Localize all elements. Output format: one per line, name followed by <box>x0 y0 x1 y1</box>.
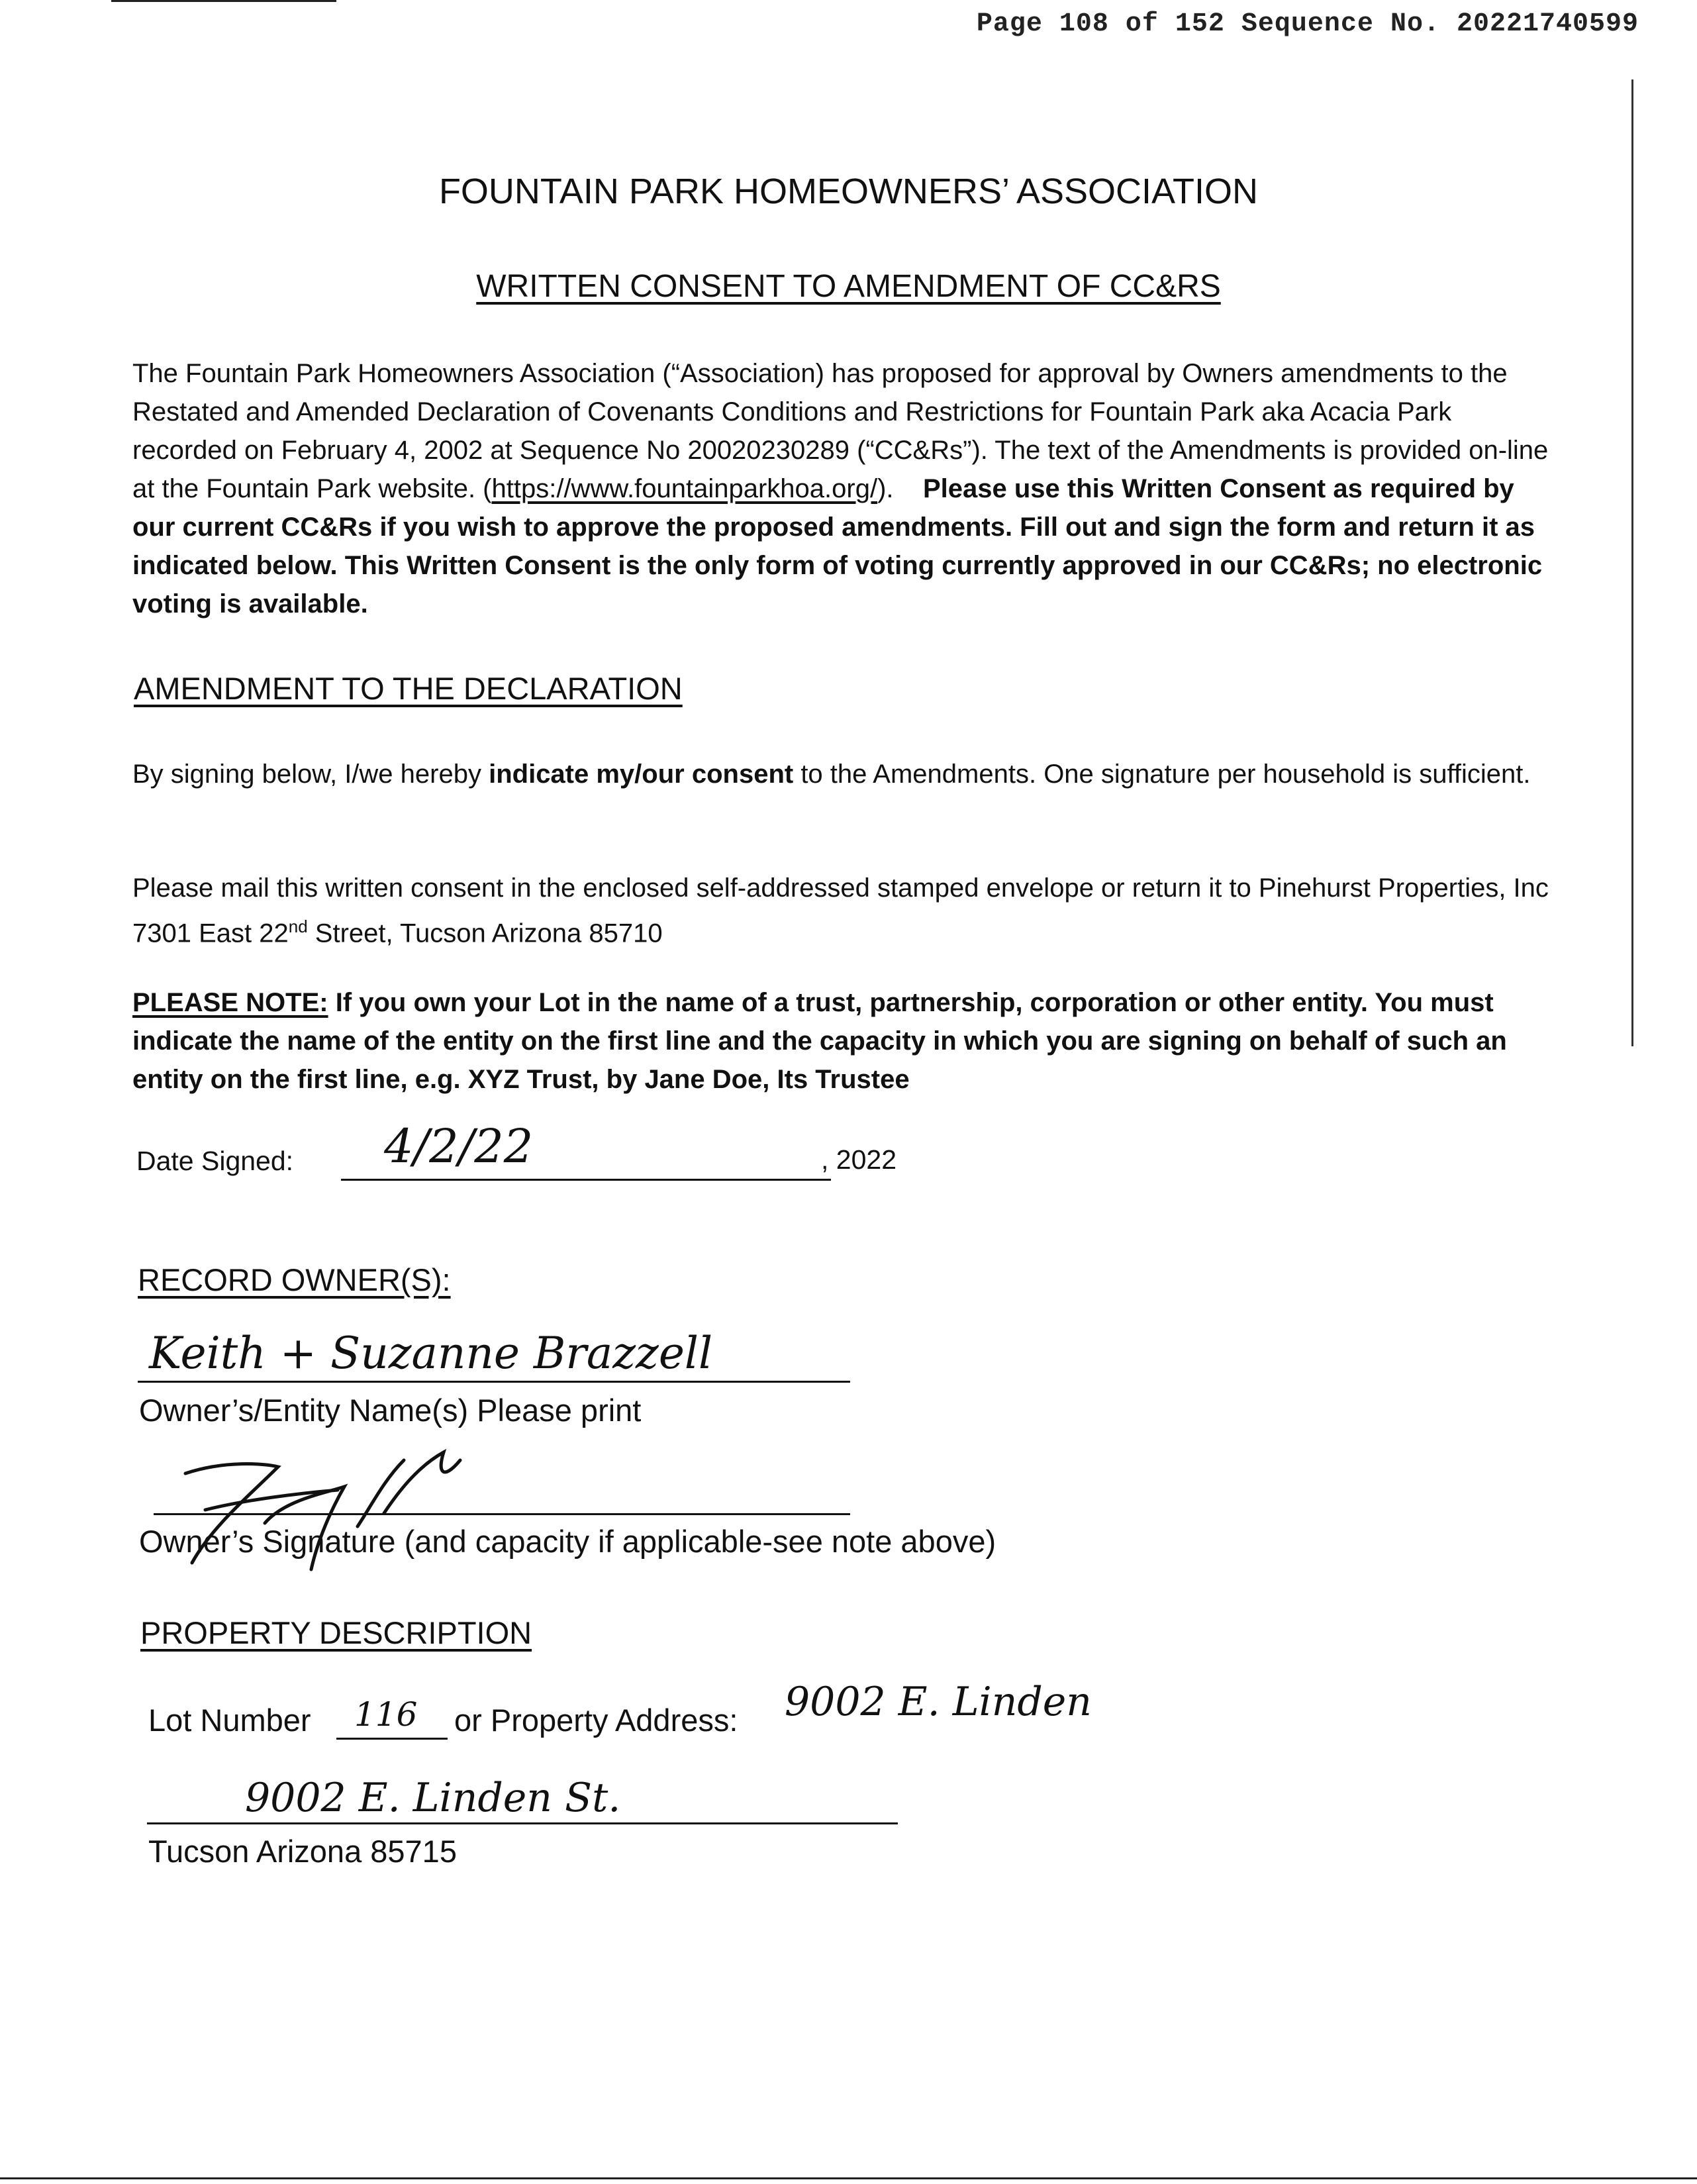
page-header: Page 108 of 152 Sequence No. 20221740599 <box>976 9 1639 39</box>
owner-name-line <box>138 1381 850 1383</box>
owner-signature-line <box>154 1513 850 1515</box>
right-edge-rule <box>1631 79 1633 1046</box>
mail-text-post: Street, Tucson Arizona 85710 <box>307 918 663 948</box>
consent-text-bold: indicate my/our consent <box>489 760 794 789</box>
form-subtitle: WRITTEN CONSENT TO AMENDMENT OF CC&RS <box>476 269 1221 304</box>
bottom-rule <box>0 2177 1697 2179</box>
date-signed-value[interactable]: 4/2/22 <box>384 1119 534 1173</box>
lot-number-line <box>336 1738 448 1740</box>
date-signed-line <box>341 1179 831 1181</box>
date-signed-label: Date Signed: <box>136 1146 294 1176</box>
top-rule <box>111 0 336 2</box>
property-address-label: or Property Address: <box>454 1703 738 1738</box>
website-link[interactable]: https://www.fountainparkhoa.org/ <box>491 474 878 503</box>
note-label: PLEASE NOTE: <box>132 988 328 1017</box>
record-owners-heading: RECORD OWNER(S): <box>138 1262 451 1297</box>
property-address-line <box>147 1822 898 1824</box>
lot-number-value[interactable]: 116 <box>354 1695 418 1734</box>
property-heading: PROPERTY DESCRIPTION <box>140 1615 532 1650</box>
intro-paragraph <box>132 354 1563 623</box>
intro-bold-instructions: Please use this Written Consent as required by our current CC&Rs if you wish to approve the proposed amendments. Fill out and sign the form and return it as indicated below. This Written Consent is the only form of voting currently approved in our CC&Rs; no electronic voting is available. <box>132 474 1543 619</box>
note-text: If you own your Lot in the name of a trust, partnership, corporation or other entity. You must indicate the name of the entity on the first line and the capacity in which you are signing on behalf of such an entity on the first line, e.g. XYZ Trust, by Jane Doe, Its Trustee <box>132 988 1507 1094</box>
mail-superscript: nd <box>288 917 308 936</box>
note-paragraph <box>132 983 1563 1099</box>
intro-after-link: ). <box>877 474 894 503</box>
association-title: FOUNTAIN PARK HOMEOWNERS’ ASSOCIATION <box>438 172 1259 211</box>
mail-paragraph <box>132 869 1563 952</box>
owner-name-label: Owner’s/Entity Name(s) Please print <box>139 1393 642 1428</box>
owner-signature-label: Owner’s Signature (and capacity if applicable-see note above) <box>139 1524 996 1559</box>
property-address-line-value[interactable]: 9002 E. Linden St. <box>245 1775 621 1821</box>
property-city-state-zip: Tucson Arizona 85715 <box>148 1834 457 1869</box>
consent-text-pre: By signing below, I/we hereby <box>132 760 489 789</box>
lot-number-label: Lot Number <box>148 1703 311 1738</box>
mail-text-pre: Please mail this written consent in the enclosed self-addressed stamped envelope or return it to Pinehurst Properties, Inc 7301 East 22 <box>132 873 1549 948</box>
consent-text-post: to the Amendments. One signature per household is sufficient. <box>793 760 1531 789</box>
amendment-heading: AMENDMENT TO THE DECLARATION <box>134 671 683 706</box>
owner-name-value[interactable]: Keith + Suzanne Brazzell <box>149 1328 713 1379</box>
property-address-inline-value[interactable]: 9002 E. Linden <box>785 1679 1092 1725</box>
consent-paragraph <box>132 755 1563 793</box>
date-year: , 2022 <box>821 1144 897 1175</box>
intro-text: The Fountain Park Homeowners Association (“Association) has proposed for approval by Owners amendments to the Restated and Amended Declaration of Covenants Conditions and Restrictions for Fountain Park aka Acacia Park recorded on February 4, 2002 at Sequence No 20020230289 (“CC&Rs”). The text of the Amendments is provided on-line at the Fountain Park website. ( <box>132 359 1549 503</box>
